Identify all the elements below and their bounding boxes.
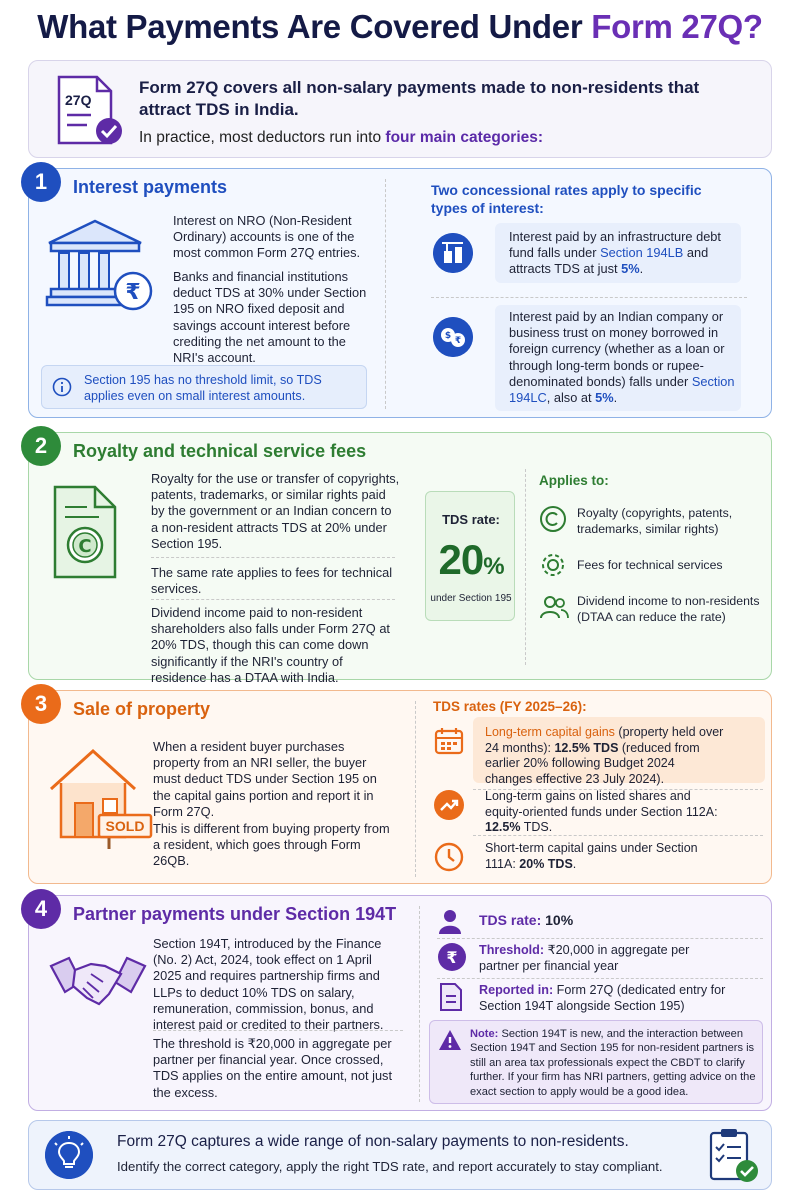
- rate-ltcg-shares: Long-term gains on listed shares and equity-oriented funds under Section 112A: 12.5% TDS.: [433, 789, 763, 835]
- calendar-icon: [433, 725, 465, 757]
- applies-item-dividend: Dividend income to non-residents (DTAA can reduce the rate): [539, 593, 759, 627]
- royalty-paragraph-3: Dividend income paid to non-resident shareholders also falls under Form 27Q at 20% TDS, though this can come down significantly if the NRI's country of residence has a DTAA with India.: [151, 605, 390, 685]
- section-title: Royalty and technical service fees: [73, 441, 367, 461]
- section-interest-payments: [28, 168, 772, 418]
- interest-paragraph-1: Interest on NRO (Non-Resident Ordinary) accounts is one of the most common Form 27Q entries.: [173, 213, 361, 261]
- applies-heading: Applies to:: [539, 473, 609, 488]
- intro-box: [28, 60, 772, 158]
- concessional-heading: Two concessional rates apply to specific types of interest:: [431, 182, 702, 216]
- checklist-icon: [705, 1127, 761, 1185]
- trend-up-icon: [433, 789, 465, 821]
- interest-paragraph-2: Banks and financial institutions deduct TDS at 30% under Section 195 on NRO fixed deposit and savings account interest before crediting the net amount to the NRI's account.: [173, 269, 367, 366]
- document-icon: [437, 982, 465, 1012]
- copyright-document-icon: [49, 483, 129, 583]
- form-icon-label: 27Q: [65, 92, 92, 108]
- svg-text:₹: ₹: [446, 948, 458, 967]
- tds-rates-heading: TDS rates (FY 2025–26):: [433, 699, 587, 714]
- handshake-icon: [47, 952, 149, 1012]
- section-number: 3: [21, 684, 61, 724]
- rate-box-194lc: Interest paid by an Indian company or business trust on money borrowed in foreign currency (whether as a loan or through long-term bonds or rupee-denominated bonds) falls under Section 194LC, also at 5%.: [495, 305, 741, 411]
- section-number: 2: [21, 426, 61, 466]
- section-number: 4: [21, 889, 61, 929]
- copyright-icon: [539, 505, 567, 533]
- rate-ltcg-property: Long-term capital gains (property held over 24 months): 12.5% TDS (reduced from earlier 20% following Budget 2024 changes effective 23 July 2024).: [433, 725, 763, 785]
- partner-note: Note: Section 194T is new, and the interaction between Section 194T and Section 195 for non-resident partners is still an area tax professionals expect the CBDT to clarify further. If your firm has NRI partners, getting advice on the exact section to apply would be a good idea.: [429, 1020, 763, 1104]
- applies-item-technical: Fees for technical services: [539, 551, 759, 581]
- page-title: What Payments Are Covered Under Form 27Q?: [37, 8, 763, 45]
- sold-sign: SOLD: [105, 818, 145, 834]
- gear-icon: [539, 551, 567, 579]
- tds-rate-box: TDS rate: 20% under Section 195: [425, 491, 515, 621]
- fact-tds-rate: TDS rate: 10%: [437, 908, 767, 938]
- property-paragraph-2: This is different from buying property from a resident, which goes through Form 26QB.: [153, 821, 390, 869]
- royalty-paragraph-2: The same rate applies to fees for technical services.: [151, 565, 393, 597]
- svg-text:₹: ₹: [125, 280, 141, 305]
- house-sold-icon: [45, 741, 163, 851]
- warning-icon: [438, 1029, 462, 1051]
- svg-text:$: $: [444, 331, 452, 341]
- rupee-icon: [437, 942, 467, 972]
- lightbulb-icon: [45, 1131, 93, 1179]
- section-title: Interest payments: [73, 177, 228, 197]
- threshold-note: Section 195 has no threshold limit, so TDS applies even on small interest amounts.: [41, 365, 367, 409]
- infrastructure-crane-icon: [433, 233, 473, 273]
- footer-advice: Identify the correct category, apply the right TDS rate, and report accurately to stay compliant.: [117, 1159, 663, 1174]
- partner-paragraph-1: Section 194T, introduced by the Finance (No. 2) Act, 2024, took effect on 1 April 2025 and requires partnership firms and LLPs to deduct 10% TDS on salary, remuneration, commission, bonus, and interest paid or credited to their partners.: [153, 936, 384, 1033]
- section-royalty-fees: [28, 432, 772, 685]
- bank-icon: [45, 217, 157, 317]
- intro-subline: In practice, most deductors run into four main categories:: [139, 129, 544, 146]
- footer-summary: Form 27Q captures a wide range of non-salary payments to non-residents.: [117, 1133, 629, 1150]
- summary-footer: [28, 1120, 772, 1190]
- person-icon: [437, 908, 463, 934]
- currency-exchange-icon: [433, 317, 473, 357]
- section-number: 1: [21, 162, 61, 202]
- partner-paragraph-2: The threshold is ₹20,000 in aggregate per partner per financial year. Once crossed, TDS applies on the entire amount, not just the excess.: [153, 1036, 393, 1100]
- section-title: Sale of property: [73, 699, 211, 719]
- form-document-icon: [51, 73, 131, 149]
- intro-headline: Form 27Q covers all non-salary payments made to non-residents that attract TDS in India.: [139, 78, 700, 119]
- svg-text:₹: ₹: [454, 336, 462, 346]
- royalty-paragraph-1: Royalty for the use or transfer of copyrights, patents, trademarks, or similar rights paid by the government or an Indian concern to a non-resident attracts TDS at 20% under Section 195.: [151, 471, 400, 551]
- rate-stcg: Short-term capital gains under Section 111A: 20% TDS.: [433, 841, 763, 877]
- rate-box-194lb: Interest paid by an infrastructure debt fund falls under Section 194LB and attracts TDS at just 5%.: [495, 223, 741, 283]
- info-icon: [52, 377, 72, 397]
- fact-threshold: ₹ Threshold: ₹20,000 in aggregate per partner per financial year: [437, 942, 767, 978]
- section-sale-of-property: [28, 690, 772, 884]
- fact-reported-in: Reported in: Form 27Q (dedicated entry for Section 194T alongside Section 195): [437, 982, 767, 1018]
- clock-icon: [433, 841, 465, 873]
- section-partner-payments: [28, 895, 772, 1111]
- people-icon: [539, 593, 569, 621]
- svg-text:C: C: [78, 536, 92, 557]
- property-paragraph-1: When a resident buyer purchases property from an NRI seller, the buyer must deduct TDS under Section 195 on the capital gains portion and report it in Form 27Q.: [153, 739, 377, 819]
- applies-item-royalty: Royalty (copyrights, patents, trademarks, similar rights): [539, 505, 759, 539]
- section-title: Partner payments under Section 194T: [73, 904, 397, 924]
